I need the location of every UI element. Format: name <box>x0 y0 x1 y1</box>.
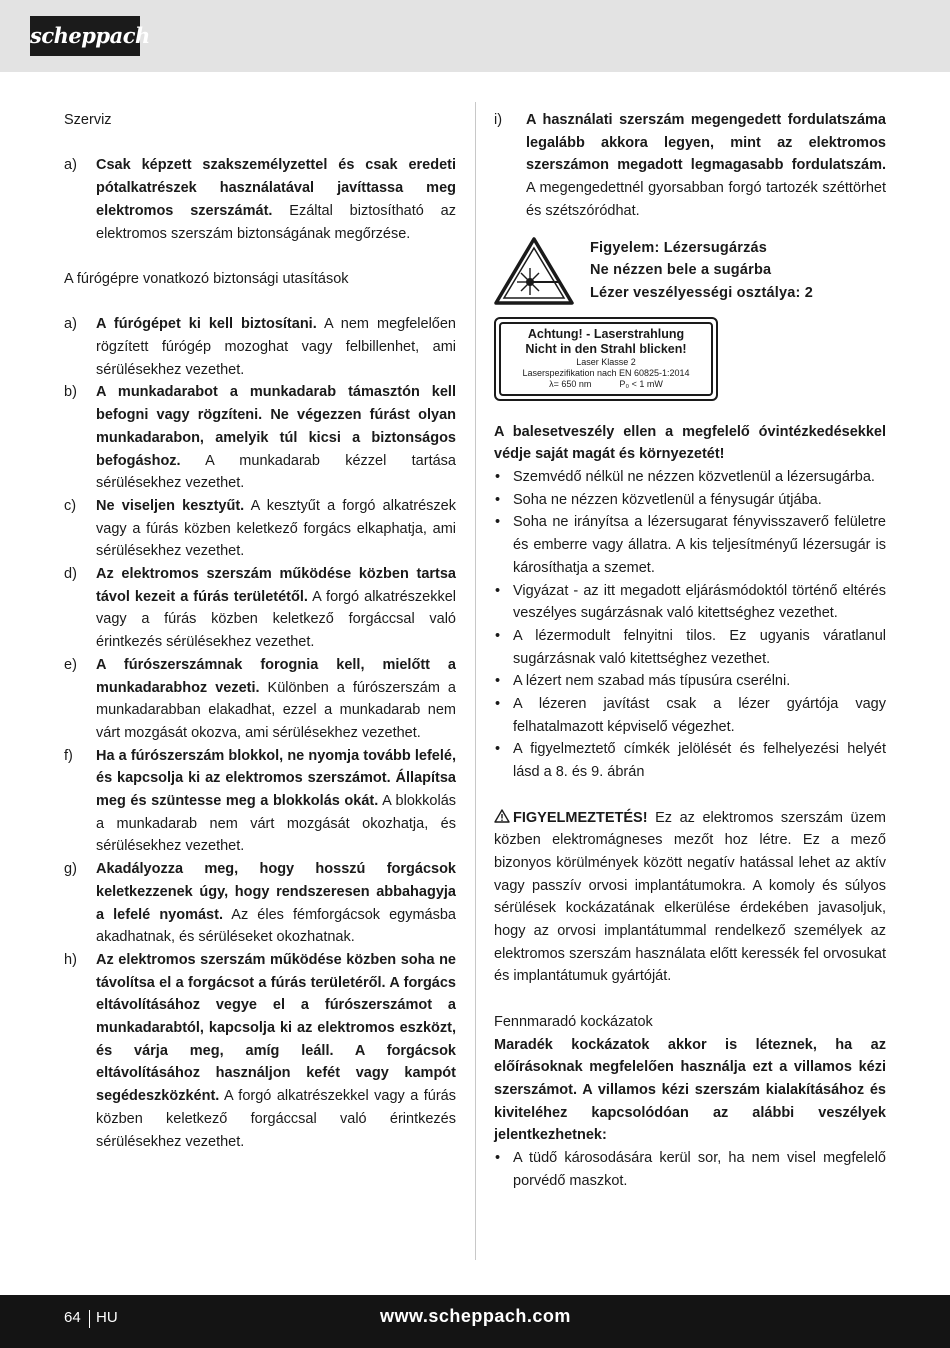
website-link[interactable]: www.scheppach.com <box>380 1306 571 1326</box>
item-text: Az elektromos szerszám működése közben soha ne távolítsa el a forgácsot a fúrás területéről. A forgács eltávolításához vegye el a fúrószerszámot a munkadarabtól, kapcsolja ki az elektromos eszközt, és várja meg, amíg leáll. A forgácsok eltávolításához használjon kefét vagy kampót segédeszközként. A forgó alkatrészekkel vagy a fúrás közben keletkező forgáccsal való érintkezés sérülésekhez vezethet. <box>96 951 456 1150</box>
right-column <box>494 109 886 1193</box>
protect-bullet-list <box>494 466 886 784</box>
label-line-3: Laser Klasse 2 <box>576 356 636 367</box>
list-item: • A lézeren javítást csak a lézer gyártója vagy felhatalmazott képviselő végezhet. <box>495 696 886 735</box>
item-label: a) <box>64 157 77 174</box>
page-number: 64 <box>64 1309 81 1326</box>
item-label: f) <box>64 747 73 764</box>
item-text: Akadályozza meg, hogy hosszú forgácsok keletkezzenek úgy, hogy rendszeresen abbahagyja a lefelé nyomást. Az éles fémforgácsok egymásba akadhatnak, és sérüléseket okozhatnak. <box>96 861 456 946</box>
drill-item-g <box>64 858 456 949</box>
service-item-a <box>64 154 456 245</box>
item-text: A munkadarabot a munkadarab támasztón kell befogni vagy rögzíteni. Ne végezzen fúrást olyan munkadarabon, amelyik túl kicsi a biztonságos befogáshoz. A munkadarab kézzel tartása sérülésekhez vezethet. <box>96 384 456 492</box>
drill-safety-title: A fúrógépre vonatkozó biztonsági utasítások <box>64 270 349 287</box>
label-wavelength: λ= 650 nm <box>549 378 592 389</box>
laser-hazard-icon <box>494 237 574 305</box>
list-item: • Vigyázat - az itt megadott eljárásmódoktól történő eltérés veszélyes sugárzásnak való kitettséghez vezethet. <box>495 582 886 622</box>
drill-item-a <box>64 313 456 381</box>
item-text: A használati szerszám megengedett fordulatszáma legalább akkora legyen, mint az elektromos szerszámon megadott legmagasabb fordulatszám. A megengedettnél gyorsabban forgó tartozék széttörhet és szétszóródhat. <box>526 112 886 219</box>
list-item: • A lézert nem szabad más típusúra cserélni. <box>495 673 791 690</box>
residual-bullet-list <box>494 1147 886 1192</box>
item-label: a) <box>64 316 77 333</box>
item-text: Ha a fúrószerszám blokkol, ne nyomja tovább lefelé, és kapcsolja ki az elektromos szerszámot. Állapítsa meg és szüntesse meg a blokkolás okát. A blokkolás a munkadarab nem várt mozgását okozhatja, és sérülésekhez vezethet. <box>96 747 457 855</box>
column-divider <box>475 102 476 1260</box>
page-footer <box>0 1295 950 1348</box>
list-item: • A lézermodult felnyitni tilos. Ez ugyanis váratlanul sugárzásnak való kitettséghez vezethet. <box>495 627 886 667</box>
item-label: i) <box>494 112 503 128</box>
drill-item-i <box>494 109 886 223</box>
list-item: • Soha ne irányítsa a lézersugarat fényvisszaverő felületre és emberre vagy állatra. A kis teljesítményű lézersugár is károsíthatja a szemet. <box>495 514 886 576</box>
warning-triangle-icon <box>494 809 510 823</box>
item-label: c) <box>64 497 77 514</box>
label-power: P₀ < 1 mW <box>619 378 663 389</box>
list-item: • A figyelmeztető címkék jelölését és felhelyezési helyét lásd a 8. és 9. ábrán <box>495 741 886 781</box>
list-item: • Szemvédő nélkül ne nézzen közvetlenül a lézersugárba. <box>495 469 875 486</box>
left-column <box>64 109 456 1153</box>
item-text: A fúrógépet ki kell biztosítani. A nem megfelelően rögzített fúrógép mozoghat vagy felbillenhet, ami sérülésekhez vezethet. <box>96 316 456 378</box>
warning-label: FIGYELMEZTETÉS! <box>513 809 648 826</box>
service-title: Szerviz <box>64 112 112 128</box>
drill-item-c <box>64 495 456 563</box>
item-label: b) <box>64 384 77 401</box>
item-label: e) <box>64 656 77 673</box>
item-text: A fúrószerszámnak forognia kell, mielőtt a munkadarabhoz vezeti. Különben a fúrószerszám a munkadarabban elakadhat, ezzel a munkadarab nem várt mozgását okozva, ami sérülésekhez vezethet. <box>96 656 456 741</box>
item-text: Az elektromos szerszám működése közben tartsa távol kezeit a fúrás területétől. A forgó alkatrészekkel vagy a fúrás közben keletkező forgáccsal való érintkezés sérülésekhez vezethet. <box>96 566 457 651</box>
laser-label-plate <box>494 317 718 401</box>
emf-warning-paragraph <box>494 807 886 989</box>
list-item: • A tüdő károsodására kerül sor, ha nem visel megfelelő porvédő maszkot. <box>495 1150 886 1189</box>
label-line-2: Nicht in den Strahl blicken! <box>525 341 687 356</box>
item-label: g) <box>64 861 77 878</box>
residual-risk-intro: Maradék kockázatok akkor is léteznek, ha az előírásoknak megfelelően használja ezt a villamos kézi szerszámot. A villamos kézi szerszám kialakításához és kiviteléhez kapcsolódóan az alábbi veszélyek jelentkezhetnek: <box>494 1036 886 1144</box>
residual-risk-title: Fennmaradó kockázatok <box>494 1013 653 1030</box>
item-text: Csak képzett szakszemélyzettel és csak eredeti pótalkatrészek használatával javíttassa meg elektromos szerszámát. Ezáltal biztosítható az elektromos szerszám biztonságának megőrzése. <box>96 157 456 242</box>
page-header <box>0 0 950 72</box>
drill-item-d <box>64 563 456 654</box>
laser-warning-text: Figyelem: Lézersugárzás Ne nézzen bele a sugárba Lézer veszélyességi osztálya: 2 <box>590 239 814 301</box>
drill-item-f <box>64 745 456 859</box>
list-item: • Soha ne nézzen közvetlenül a fénysugár útjába. <box>495 491 822 508</box>
item-label: d) <box>64 566 77 583</box>
footer-separator <box>89 1310 90 1328</box>
label-line-1: Achtung! - Laserstrahlung <box>527 326 685 341</box>
label-line-4: Laserspezifikation nach EN 60825-1:2014 <box>522 367 690 378</box>
laser-warning-block <box>494 237 886 305</box>
warning-text: Ez az elektromos szerszám üzem közben elektromágneses mezőt hoz létre. Ez a mező bizonyos körülmények között negatív hatással lehet az aktív vagy passzív orvosi implantátumokra. A komoly és súlyos sérülések kockázatának elkerülése érdekében javasoljuk, hogy az orvosi implantátummal rendelkező személyek az elektromos szerszám használata előtt keressék fel orvosukat és implantátumuk gyártóját. <box>494 809 886 985</box>
label-spec-row <box>501 379 711 390</box>
scheppach-logo: scheppach <box>30 16 140 56</box>
item-text: Ne viseljen kesztyűt. A kesztyűt a forgó alkatrészek vagy a fúrás közben keletkező forgács elkaphatja, ami sérülésekhez vezethet. <box>96 497 456 560</box>
language-code: HU <box>96 1309 118 1326</box>
drill-item-h <box>64 949 456 1153</box>
item-label: h) <box>64 951 77 968</box>
protect-title: A balesetveszély ellen a megfelelő óvintézkedésekkel védje saját magát és környezetét! <box>494 423 886 463</box>
drill-item-e <box>64 654 456 745</box>
drill-item-b <box>64 381 456 495</box>
